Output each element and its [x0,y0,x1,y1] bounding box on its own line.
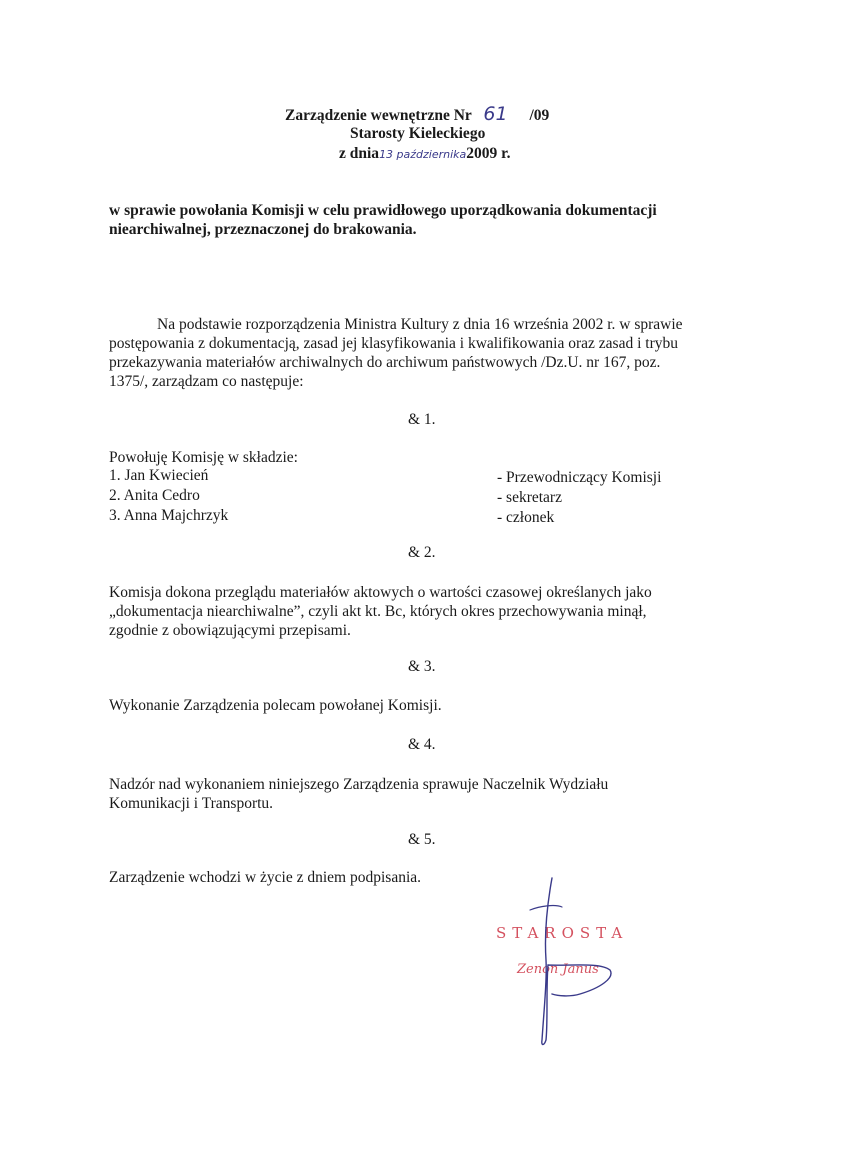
header-line-1 [285,104,549,126]
header-title: Zarządzenie wewnętrzne Nr [285,107,472,124]
section-4-heading: & 4. [408,736,436,753]
section-3-line: Wykonanie Zarządzenia polecam powołanej Komisji. [109,697,442,714]
preamble-line: 1375/, zarządzam co następuje: [109,373,304,390]
section-1-heading: & 1. [408,411,436,428]
section-3-heading: & 3. [408,658,436,675]
handwritten-number: 61 [483,103,508,125]
signature-icon [500,870,630,1050]
subject-line-2: niearchiwalnej, przeznaczonej do brakowania. [109,221,417,238]
handwritten-date: 13 października [379,148,467,161]
section-4-line: Nadzór nad wykonaniem niniejszego Zarządzenia sprawuje Naczelnik Wydziału [109,776,609,793]
section-5-heading: & 5. [408,831,436,848]
header-date-prefix: z dnia [339,145,380,162]
section-1-intro: Powołuję Komisję w składzie: [109,449,298,466]
section-5-line: Zarządzenie wchodzi w życie z dniem podpisania. [109,869,422,886]
member-role: - członek [497,509,555,526]
member-role: - Przewodniczący Komisji [497,469,662,486]
member-name: 3. Anna Majchrzyk [109,507,229,524]
stamp-name: Zenon Janus [517,962,599,977]
header-year-suffix: /09 [529,107,550,124]
member-name: 2. Anita Cedro [109,487,200,504]
stamp-title: STAROSTA [496,924,629,942]
header-line-2: Starosty Kieleckiego [350,125,486,142]
section-2-line: Komisja dokona przeglądu materiałów aktowych o wartości czasowej określanych jako [109,584,652,601]
header-line-3 [339,144,511,165]
section-2-heading: & 2. [408,544,436,561]
member-role: - sekretarz [497,489,562,506]
section-2-line: „dokumentacja niearchiwalne”, czyli akt kt. Bc, których okres przechowywania minął, [109,603,647,620]
preamble-line: postępowania z dokumentacją, zasad jej klasyfikowania i kwalifikowania oraz zasad i trybu [109,335,678,352]
preamble-line: Na podstawie rozporządzenia Ministra Kultury z dnia 16 września 2002 r. w sprawie [157,316,683,333]
section-2-line: zgodnie z obowiązującymi przepisami. [109,622,351,639]
section-4-line: Komunikacji i Transportu. [109,795,274,812]
member-name: 1. Jan Kwiecień [109,467,209,484]
header-date-suffix: 2009 r. [466,145,511,162]
preamble-line: przekazywania materiałów archiwalnych do archiwum państwowych /Dz.U. nr 167, poz. [109,354,661,371]
subject-line-1: w sprawie powołania Komisji w celu prawidłowego uporządkowania dokumentacji [109,202,657,219]
